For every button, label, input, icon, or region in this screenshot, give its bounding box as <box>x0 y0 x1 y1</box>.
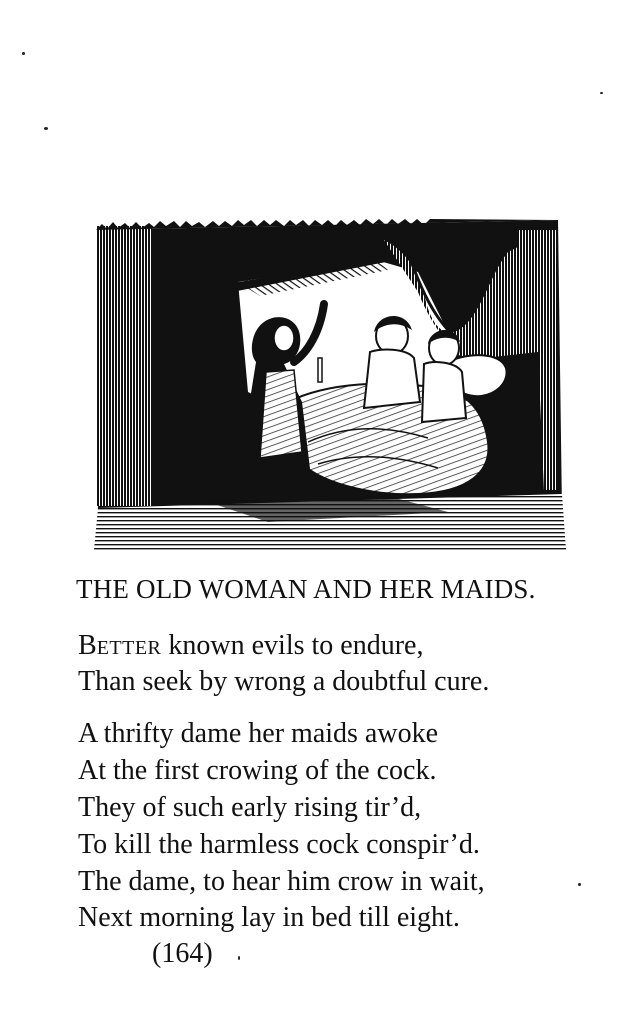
moral-line-2: Than seek by wrong a doubtful cure. <box>78 666 490 697</box>
page-speck <box>44 127 48 130</box>
drop-cap: B <box>78 630 97 661</box>
small-caps-word: ETTER <box>96 637 162 659</box>
page-speck <box>578 883 581 886</box>
verse-line: A thrifty dame her maids awoke <box>78 718 439 749</box>
fable-title: THE OLD WOMAN AND HER MAIDS. <box>76 574 536 604</box>
verse-line: The dame, to hear him crow in wait, <box>78 866 485 897</box>
engraving-illustration <box>88 212 566 550</box>
maid-body <box>364 350 420 408</box>
page-speck <box>600 92 603 94</box>
verse-line: To kill the harmless cock conspir’d. <box>78 829 480 860</box>
page-speck <box>22 52 25 55</box>
page-speck <box>238 956 240 960</box>
verse-line: At the first crowing of the cock. <box>78 755 437 786</box>
moral-line-1-rest: known evils to endure, <box>161 630 424 661</box>
verse-line: Next morning lay in bed till eight. <box>78 902 460 933</box>
maid-body <box>422 362 466 422</box>
left-wall-hatching <box>96 226 152 506</box>
old-woman-apron <box>260 370 302 458</box>
old-woman-face <box>274 325 294 351</box>
page-number: (164) <box>152 938 213 969</box>
verse-line: They of such early rising tir’d, <box>78 792 422 823</box>
moral-line-1 <box>78 630 423 662</box>
candle <box>318 358 322 382</box>
